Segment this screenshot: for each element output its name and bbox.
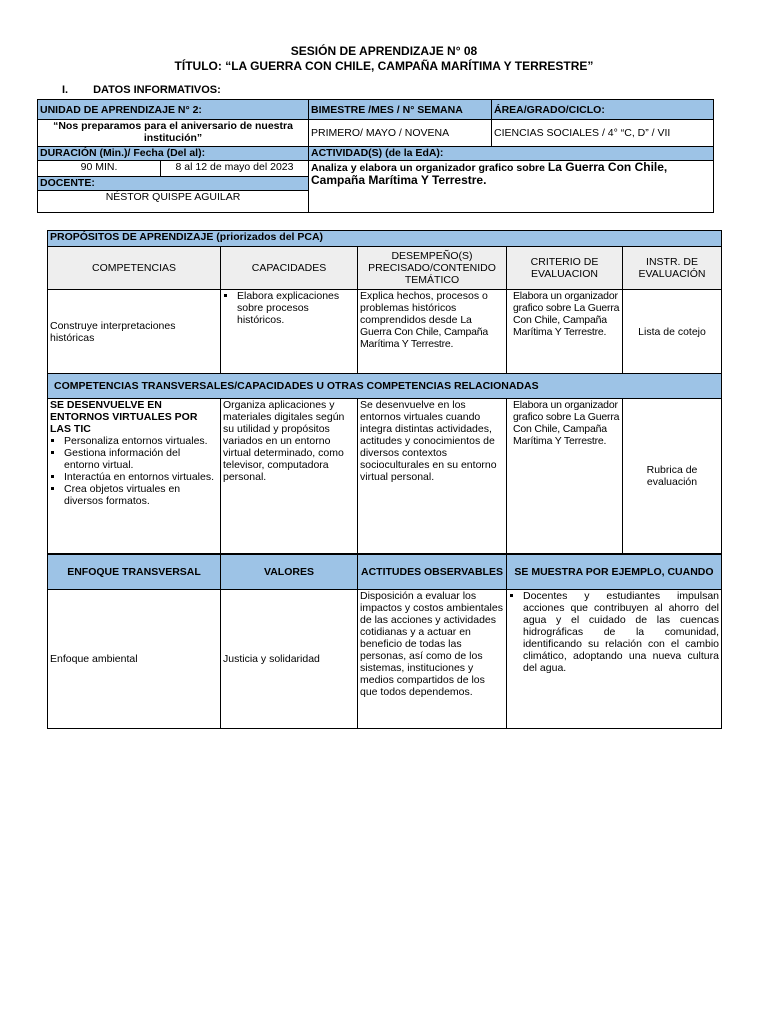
transversal-item: ▪ Crea objetos virtuales en diversos formatos. xyxy=(64,483,218,507)
transversal-competencia-cell xyxy=(48,399,221,554)
capacidad-item: ▪ Elabora explicaciones sobre procesos históricos. xyxy=(237,290,355,326)
section-number: I. xyxy=(62,84,69,96)
actividad-value-b: La Guerra Con Chile, Campaña Marítima Y Terrestre. xyxy=(311,160,668,187)
session-topic-title: TÍTULO: “LA GUERRA CON CHILE, CAMPAÑA MARÍTIMA Y TERRESTRE” xyxy=(174,59,594,73)
col-valores: VALORES xyxy=(221,555,358,590)
col-competencias: COMPETENCIAS xyxy=(48,247,221,290)
transversal-item: ▪ Gestiona información del entorno virtual. xyxy=(64,447,218,471)
transversal-instrumento-cell: Rubrica de evaluación xyxy=(623,399,722,554)
fecha-value: 8 al 12 de mayo del 2023 xyxy=(161,161,309,177)
propositos-header: PROPÓSITOS DE APRENDIZAJE (priorizados del PCA) xyxy=(48,231,722,247)
propositos-table xyxy=(47,230,722,554)
criterio-cell: Elabora un organizador grafico sobre La Guerra Con Chile, Campaña Marítima Y Terrestre. xyxy=(507,290,623,374)
section-label: DATOS INFORMATIVOS: xyxy=(93,84,221,96)
docente-label: DOCENTE: xyxy=(38,177,309,191)
transversal-item: ▪ Interactúa en entornos virtuales. xyxy=(64,471,218,483)
col-desempeno: DESEMPEÑO(S) PRECISADO/CONTENIDO TEMÁTICO xyxy=(358,247,507,290)
desempeno-text-a: Explica hechos, procesos o problemas históricos comprendidos desde xyxy=(360,290,488,326)
session-title: SESIÓN DE APRENDIZAJE N° 08 xyxy=(290,44,478,58)
transversal-competencia-title: SE DESENVUELVE EN ENTORNOS VIRTUALES POR LAS TIC xyxy=(50,399,198,435)
desempeno-cell xyxy=(358,290,507,374)
docente-value: NÉSTOR QUISPE AGUILAR xyxy=(38,191,309,213)
duracion-label: DURACIÓN (Min.)/ Fecha (Del al): xyxy=(38,147,309,161)
area-label: ÁREA/GRADO/CICLO: xyxy=(492,100,714,120)
col-enfoque: ENFOQUE TRANSVERSAL xyxy=(48,555,221,590)
actitudes-cell: Disposición a evaluar los impactos y costos ambientales de las acciones y actividades cotidianas y a actuar en beneficio de todas las personas, así como de los sistemas, instituciones y medios compartidos de los que todos dependemos. xyxy=(358,590,507,729)
instrumento-cell: Lista de cotejo xyxy=(623,290,722,374)
transversal-criterio-cell: Elabora un organizador grafico sobre La Guerra Con Chile, Campaña Marítima Y Terrestre. xyxy=(507,399,623,554)
unidad-label: UNIDAD DE APRENDIZAJE N° 2: xyxy=(38,100,309,120)
bimestre-label: BIMESTRE /MES / N° SEMANA xyxy=(309,100,492,120)
col-instrumento: INSTR. DE EVALUACIÓN xyxy=(623,247,722,290)
enfoque-cell: Enfoque ambiental xyxy=(48,590,221,729)
area-value: CIENCIAS SOCIALES / 4° “C, D” / VII xyxy=(492,120,714,147)
capacidad-cell xyxy=(221,290,358,374)
col-criterio: CRITERIO DE EVALUACION xyxy=(507,247,623,290)
actividad-value-a: Analiza y elabora un organizador grafico sobre xyxy=(311,162,545,174)
col-capacidades: CAPACIDADES xyxy=(221,247,358,290)
col-ejemplo: SE MUESTRA POR EJEMPLO, CUANDO xyxy=(507,555,722,590)
section-heading xyxy=(62,84,221,96)
enfoque-table xyxy=(47,554,722,729)
bimestre-value: PRIMERO/ MAYO / NOVENA xyxy=(309,120,492,147)
transversal-capacidad-cell: Organiza aplicaciones y materiales digitales según su utilidad y propósitos variados en un entorno virtual determinado, como televisor, computadora personal. xyxy=(221,399,358,554)
ejemplo-item: ▪ Docentes y estudiantes impulsan acciones que contribuyen al ahorro del agua y el cuidado de las cuencas hidrográficas de la comunidad, identificando su relación con el cambio climático, adoptando una nueva cultura del agua. xyxy=(523,590,719,674)
transversal-item: ▪ Personaliza entornos virtuales. xyxy=(64,435,218,447)
actividad-value xyxy=(309,161,714,213)
transversal-desempeno-cell: Se desenvuelve en los entornos virtuales cuando integra distintas actividades, actitudes y conocimientos de diversos contextos socioculturales en su entorno virtual personal. xyxy=(358,399,507,554)
competencia-cell: Construye interpretaciones históricas xyxy=(48,290,221,374)
duracion-value: 90 MIN. xyxy=(38,161,161,177)
info-table xyxy=(37,99,714,213)
desempeno-text-b: La Guerra Con Chile, Campaña Marítima Y Terrestre. xyxy=(360,314,489,350)
ejemplo-cell xyxy=(507,590,722,729)
col-actitudes: ACTITUDES OBSERVABLES xyxy=(358,555,507,590)
transversales-header: COMPETENCIAS TRANSVERSALES/CAPACIDADES U OTRAS COMPETENCIAS RELACIONADAS xyxy=(48,374,722,399)
actividad-label: ACTIVIDAD(S) (de la EdA): xyxy=(309,147,714,161)
valores-cell: Justicia y solidaridad xyxy=(221,590,358,729)
unidad-value: “Nos preparamos para el aniversario de nuestra institución” xyxy=(38,120,309,147)
